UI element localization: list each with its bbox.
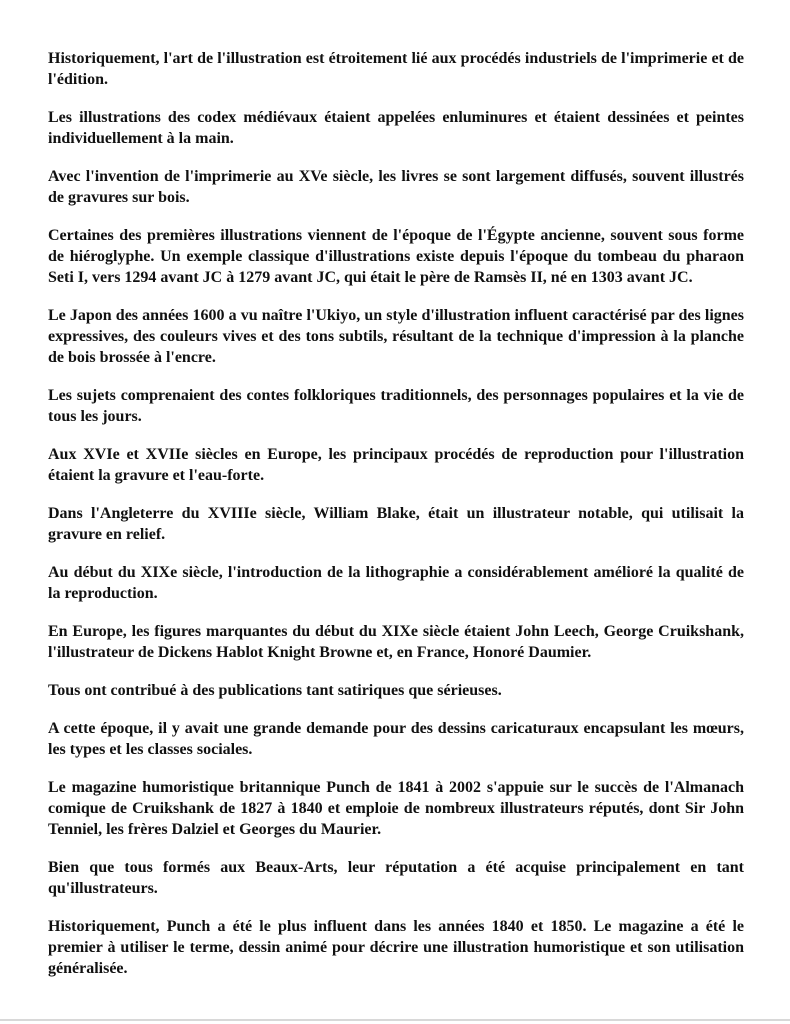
paragraph-8: Dans l'Angleterre du XVIIIe siècle, William Blake, était un illustrateur notable, qui utilisait la gravure en relief. [48,505,744,543]
paragraph-14: Bien que tous formés aux Beaux-Arts, leur réputation a été acquise principalement en tant qu'illustrateurs. [48,859,744,897]
paragraph-3: Avec l'invention de l'imprimerie au XVe siècle, les livres se sont largement diffusés, souvent illustrés de gravures sur bois. [48,168,744,206]
document-body [48,48,744,996]
paragraph-7: Aux XVIe et XVIIe siècles en Europe, les principaux procédés de reproduction pour l'illustration étaient la gravure et l'eau-forte. [48,446,744,484]
paragraph-13: Le magazine humoristique britannique Punch de 1841 à 2002 s'appuie sur le succès de l'Almanach comique de Cruikshank de 1827 à 1840 et emploie de nombreux illustrateurs réputés, dont Sir John Tenniel, les frères Dalziel et Georges du Maurier. [48,779,744,838]
paragraph-9: Au début du XIXe siècle, l'introduction de la lithographie a considérablement amélioré la qualité de la reproduction. [48,564,744,602]
paragraph-5: Le Japon des années 1600 a vu naître l'Ukiyo, un style d'illustration influent caractérisé par des lignes expressives, des couleurs vives et des tons subtils, résultant de la technique d'impression à la planche de bois brossée à l'encre. [48,307,744,366]
paragraph-12: A cette époque, il y avait une grande demande pour des dessins caricaturaux encapsulant les mœurs, les types et les classes sociales. [48,720,744,758]
paragraph-1: Historiquement, l'art de l'illustration est étroitement lié aux procédés industriels de l'imprimerie et de l'édition. [48,50,744,88]
paragraph-4: Certaines des premières illustrations viennent de l'époque de l'Égypte ancienne, souvent sous forme de hiéroglyphe. Un exemple classique d'illustrations existe depuis l'époque du tombeau du pharaon Seti I, vers 1294 avant JC à 1279 avant JC, qui était le père de Ramsès II, né en 1303 avant JC. [48,227,744,286]
paragraph-11: Tous ont contribué à des publications tant satiriques que sérieuses. [48,682,502,699]
paragraph-6: Les sujets comprenaient des contes folkloriques traditionnels, des personnages populaires et la vie de tous les jours. [48,387,744,425]
page-bottom-edge [0,1019,790,1021]
paragraph-15: Historiquement, Punch a été le plus influent dans les années 1840 et 1850. Le magazine a été le premier à utiliser le terme, dessin animé pour décrire une illustration humoristique et son utilisation généralisée. [48,918,744,977]
paragraph-10: En Europe, les figures marquantes du début du XIXe siècle étaient John Leech, George Cruikshank, l'illustrateur de Dickens Hablot Knight Browne et, en France, Honoré Daumier. [48,623,744,661]
paragraph-2: Les illustrations des codex médiévaux étaient appelées enluminures et étaient dessinées et peintes individuellement à la main. [48,109,744,147]
